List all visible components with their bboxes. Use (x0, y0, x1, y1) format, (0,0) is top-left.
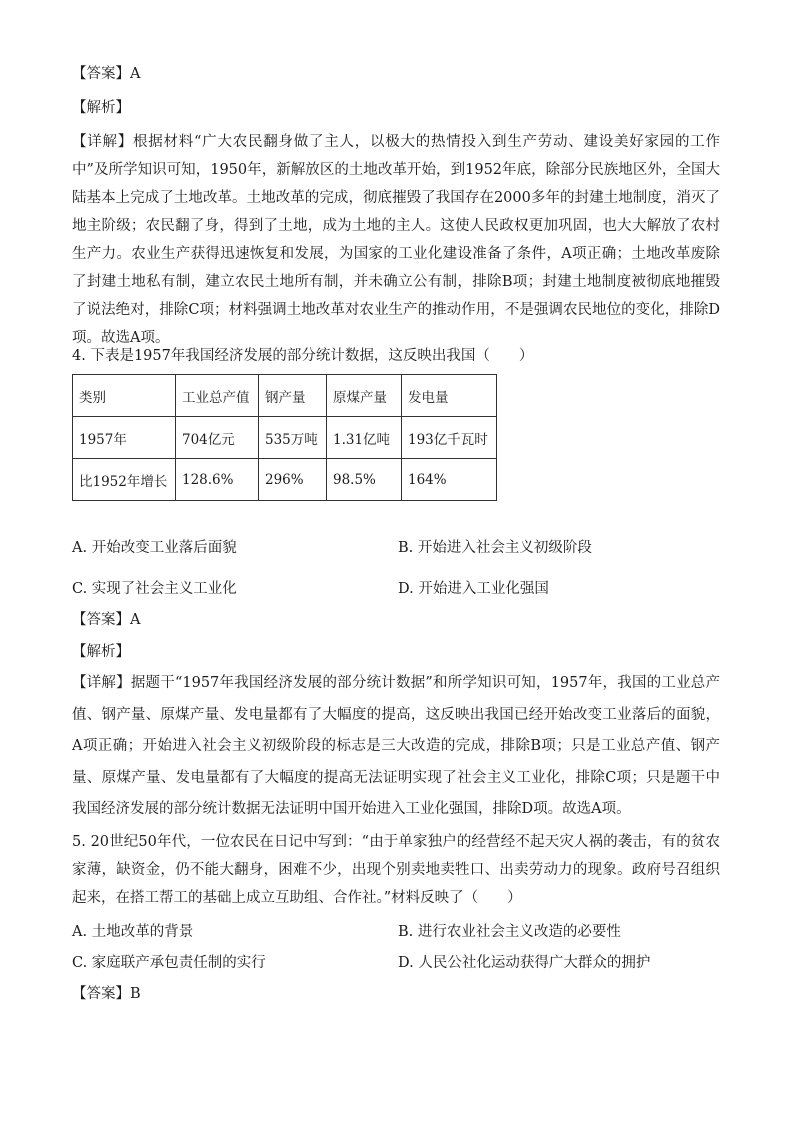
table-header-cell: 类别 (73, 375, 176, 417)
q5-stem: 5. 20世纪50年代，一位农民在日记中写到：“由于单家独户的经营经不起天灾人祸的袭击，有的贫农家薄，缺资金，仍不能大翻身，困难不少，出现个别卖地卖牲口、出卖劳动力的现象。政府号召组织起来，在搭工帮工的基础上成立互助组、合作社。”材料反映了（ ） (72, 834, 720, 906)
table-cell: 704亿元 (176, 417, 259, 459)
detail-tag: 【详解】 (72, 134, 134, 150)
detail-text: 根据材料“广大农民翻身做了主人，以极大的热情投入到生产劳动、建设美好家园的工作中”及所学知识可知，1950年，新解放区的土地改革开始，到1952年底，除部分民族地区外，全国大陆基本上完成了土地改革。土地改革的完成，彻底摧毁了我国存在2000多年的封建土地制度，消灭了地主阶级；农民翻了身，得到了土地，成为土地的主人。这使人民政权更加巩固，也大大解放了农村生产力。农业生产获得迅速恢复和发展，为国家的工业化建设准备了条件，A项正确；土地改革废除了封建土地私有制，建立农民土地所有制，并未确立公有制，排除B项；封建土地制度被彻底地摧毁了说法绝对，排除C项；材料强调土地改革对农业生产的推动作用，不是强调农民地位的变化，排除D项。故选A项。 (72, 134, 720, 346)
q5-option-a: A. 土地改革的背景 (72, 924, 194, 940)
q4-stem: 4. 下表是1957年我国经济发展的部分统计数据，这反映出我国（ ） (72, 348, 534, 364)
q4-detail-paragraph (72, 668, 720, 826)
table-cell: 128.6% (176, 459, 259, 501)
answer-value: B (130, 986, 141, 1002)
q4-analysis-heading (72, 642, 130, 662)
answer-tag: 【答案】 (72, 66, 130, 82)
answer-value: A (130, 612, 141, 628)
table-cell: 98.5% (327, 459, 402, 501)
table-header-row (73, 375, 497, 417)
table-header-cell: 原煤产量 (327, 375, 402, 417)
q4-answer-line (72, 610, 140, 630)
table-cell: 535万吨 (259, 417, 327, 459)
table-cell: 1.31亿吨 (327, 417, 402, 459)
q4-option-a: A. 开始改变工业落后面貌 (72, 540, 237, 556)
table-cell: 1957年 (73, 417, 176, 459)
q4-option-d: D. 开始进入工业化强国 (398, 581, 549, 597)
table-cell: 193亿千瓦时 (402, 417, 497, 459)
q3-answer-line (72, 64, 140, 84)
table-header-cell: 工业总产值 (176, 375, 259, 417)
analysis-tag: 【解析】 (72, 644, 130, 660)
stats-table (72, 374, 497, 501)
table-cell: 296% (259, 459, 327, 501)
q3-detail-paragraph (72, 128, 720, 352)
analysis-tag: 【解析】 (72, 100, 130, 116)
answer-tag: 【答案】 (72, 612, 130, 628)
q5-answer-line (72, 984, 141, 1004)
q5-option-c: C. 家庭联产承包责任制的实行 (72, 955, 266, 971)
q4-option-b: B. 开始进入社会主义初级阶段 (398, 540, 592, 556)
table-header-cell: 发电量 (402, 375, 497, 417)
table-cell: 164% (402, 459, 497, 501)
q3-analysis-heading (72, 98, 130, 118)
table-row (73, 459, 497, 501)
table-cell: 比1952年增长 (73, 459, 176, 501)
q4-option-c: C. 实现了社会主义工业化 (72, 581, 237, 597)
q5-option-b: B. 进行农业社会主义改造的必要性 (398, 924, 621, 940)
table-row (73, 417, 497, 459)
table-header-cell: 钢产量 (259, 375, 327, 417)
q5-option-d: D. 人民公社化运动获得广大群众的拥护 (398, 955, 651, 971)
answer-value: A (130, 66, 141, 82)
detail-tag: 【详解】 (72, 675, 131, 691)
answer-tag: 【答案】 (72, 986, 130, 1002)
detail-text: 据题干“1957年我国经济发展的部分统计数据”和所学知识可知，1957年，我国的工业总产值、钢产量、原煤产量、发电量都有了大幅度的提高，这反映出我国已经开始改变工业落后的面貌，A项正确；开始进入社会主义初级阶段的标志是三大改造的完成，排除B项；只是工业总产值、钢产量、原煤产量、发电量都有了大幅度的提高无法证明实现了社会主义工业化，排除C项；只是题干中我国经济发展的部分统计数据无法证明中国开始进入工业化强国，排除D项。故选A项。 (72, 675, 720, 817)
